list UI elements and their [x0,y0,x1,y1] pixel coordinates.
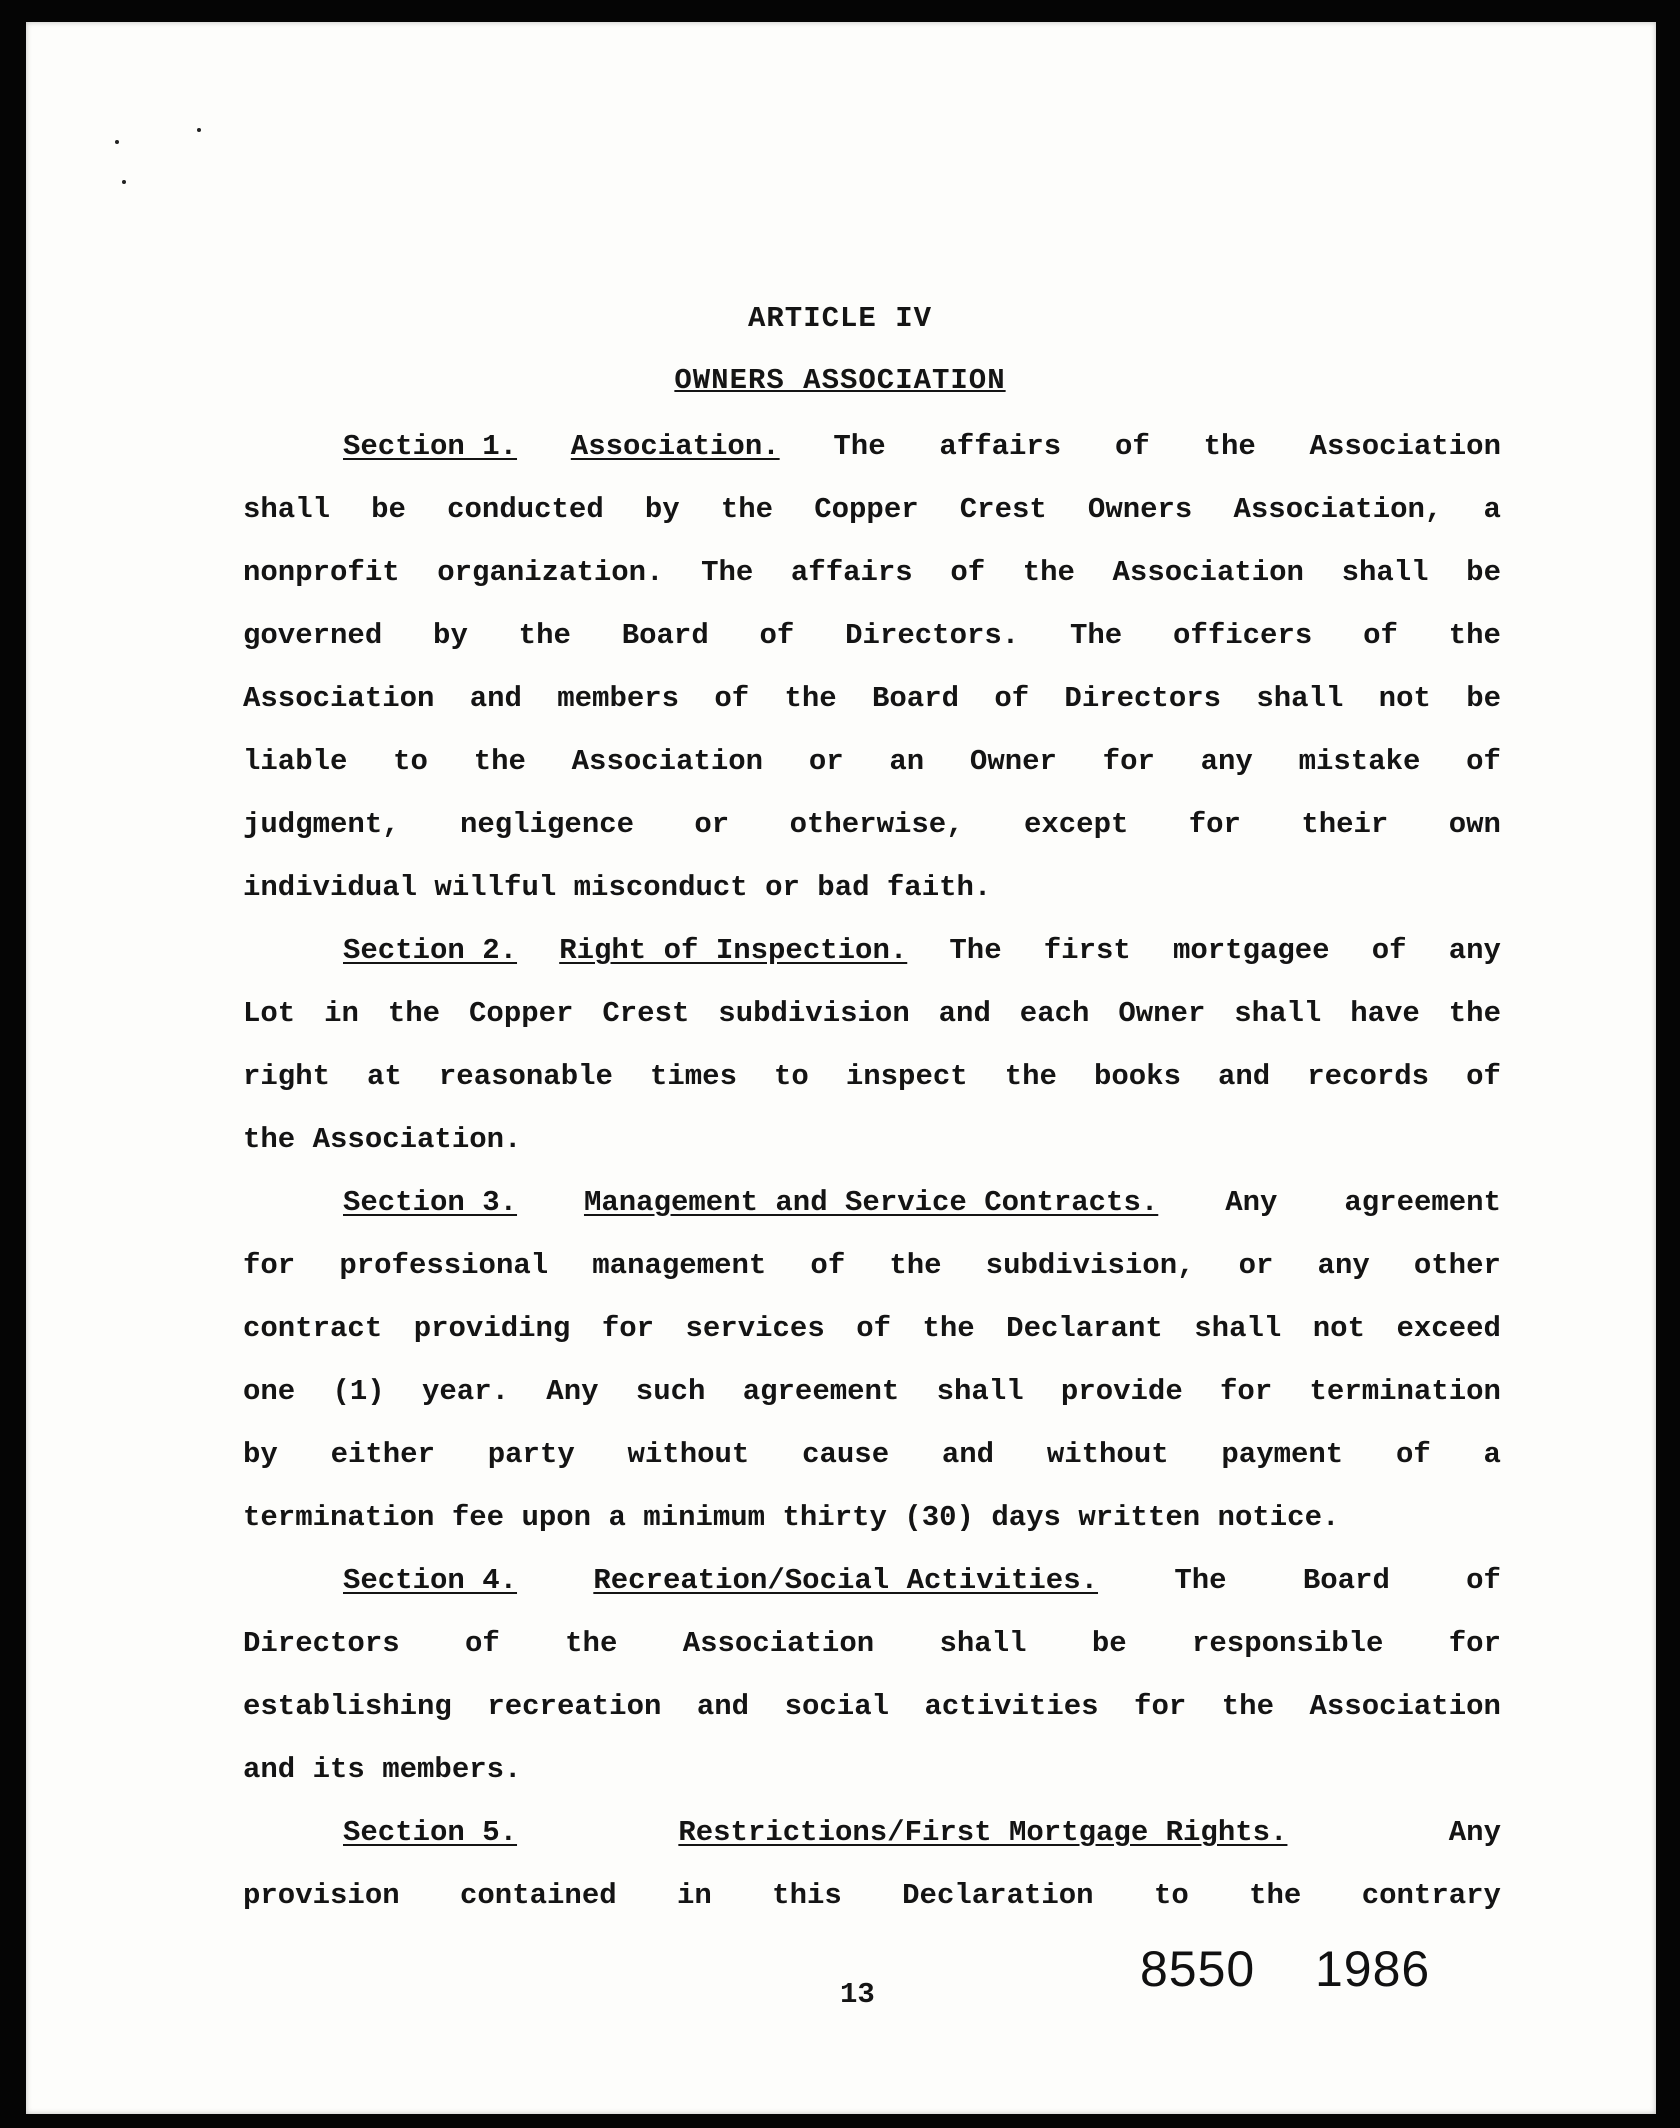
word: management [592,1249,767,1282]
word: liable [243,745,348,778]
word: subdivision, [985,1249,1195,1282]
word: of [994,682,1030,715]
stamp-number-left: 8550 [1140,1941,1256,1997]
word: shall [1256,682,1344,715]
scan-speck [122,180,126,184]
word: payment [1221,1438,1344,1471]
word: own [1448,808,1501,841]
word: Crest [602,997,690,1030]
word: Directors. [845,619,1020,652]
word: party [487,1438,575,1471]
word: Board [621,619,709,652]
word: to [393,745,428,778]
section-3-text-line [243,1312,1501,1352]
word: the [473,745,526,778]
word: of [1395,1438,1431,1471]
word: governed [243,619,383,652]
word: The [949,934,1002,967]
word: by [644,493,680,526]
word: Association [243,682,435,715]
word: any [1448,934,1501,967]
section-2-heading-line [243,934,1501,974]
section-2-text-line [243,1060,1501,1100]
word: for [601,1312,655,1345]
word: judgment, [243,808,400,841]
word: any [1200,745,1253,778]
section-1-text-line [243,493,1501,533]
word: mortgagee [1172,934,1330,967]
word: professional [339,1249,549,1282]
word: of [950,556,986,589]
scan-speck [197,128,201,132]
word: social [784,1690,890,1723]
word: be [1466,556,1501,589]
word: and [941,1438,995,1471]
word: contrary [1361,1879,1501,1912]
section-1-text-line [243,556,1501,596]
word: the [387,997,441,1030]
word: affairs [939,430,1062,463]
scan-speck [115,140,119,144]
word: provision [243,1879,400,1912]
word: Association [1309,1690,1501,1723]
word: of [1466,1060,1501,1093]
section-1-heading-line [243,430,1501,470]
word: to [774,1060,809,1093]
section-3-text-line [243,1501,1501,1541]
word: services [685,1312,825,1345]
word: The [1070,619,1123,652]
section-3-text-line [243,1375,1501,1415]
word: the [922,1312,975,1345]
section-4-heading: Recreation/Social Activities. [593,1564,1099,1597]
word: Owners [1087,493,1193,526]
word: of [759,619,795,652]
word: establishing [243,1690,452,1723]
word: without [627,1438,750,1471]
word: exceed [1396,1312,1501,1345]
word: termination [1309,1375,1501,1408]
word: of [1466,745,1501,778]
word: officers [1173,619,1313,652]
section-2-text-line [243,1123,1501,1163]
word: Owner [1118,997,1206,1030]
word: shall [1194,1312,1282,1345]
word: Directors [1064,682,1222,715]
section-2-text-line [243,997,1501,1037]
word: a [1483,1438,1501,1471]
word: a [1483,493,1501,526]
word: the [1249,1879,1302,1912]
word: be [371,493,406,526]
word: the [518,619,571,652]
word: for [243,1249,296,1282]
word: shall [243,493,331,526]
section-4-text-line [243,1753,1501,1793]
section-3-heading: Management and Service Contracts. [583,1186,1159,1219]
word: (1) [332,1375,385,1408]
word: Association [571,745,764,778]
page-number: 13 [840,1978,875,2011]
section-2-label: Section 2. [343,934,518,967]
word: agreement [742,1375,900,1408]
word: their [1301,808,1389,841]
word: for [1448,1627,1501,1660]
word: any [1317,1249,1370,1282]
word: shall [936,1375,1024,1408]
word: of [464,1627,500,1660]
word: Association [682,1627,875,1660]
word: Owner [969,745,1057,778]
word: and [696,1690,750,1723]
section-1-text-line [243,619,1501,659]
word: the [1448,997,1501,1030]
word: Crest [959,493,1047,526]
word: without [1046,1438,1169,1471]
word: the [1022,556,1075,589]
word: the [1004,1060,1057,1093]
section-3-text-line [243,1249,1501,1289]
word: Copper [814,493,919,526]
word: negligence [460,808,635,841]
word: or [1238,1249,1274,1282]
word: in [677,1879,712,1912]
word: or [808,745,844,778]
word: organization. [437,556,664,589]
word: inspect [845,1060,968,1093]
article-subtitle: OWNERS ASSOCIATION [674,364,1006,397]
word: activities [924,1690,1099,1723]
word: and [469,682,522,715]
word: this [772,1879,842,1912]
section-3-heading-line [243,1186,1501,1226]
word: year. [422,1375,510,1408]
word: times [649,1060,737,1093]
word: providing [413,1312,571,1345]
word: mistake [1298,745,1421,778]
word: Association, [1233,493,1443,526]
word: Association [1112,556,1304,589]
word: be [1466,682,1501,715]
section-4-label: Section 4. [343,1564,518,1597]
word: Association [1309,430,1501,463]
word: an [889,745,925,778]
word: conducted [447,493,604,526]
word: first [1043,934,1131,967]
section-1-label: Section 1. [343,430,518,463]
section-1-text-line [243,682,1501,722]
word: The [701,556,754,589]
word: Lot [243,997,296,1030]
word: for [1102,745,1155,778]
word: other [1413,1249,1501,1282]
word: to [1153,1879,1189,1912]
section-5-heading: Restrictions/First Mortgage Rights. [678,1816,1288,1849]
stamp-number-right: 1986 [1315,1941,1431,1997]
word: the [1203,430,1256,463]
word: cause [802,1438,890,1471]
word: the [1221,1690,1274,1723]
word: of [810,1249,846,1282]
word: shall [1341,556,1429,589]
word: Any [1448,1816,1501,1849]
word: and [1218,1060,1271,1093]
section-1-text-line [243,745,1501,785]
word: of [1371,934,1407,967]
word: not [1312,1312,1365,1345]
text: and its members. [243,1753,522,1786]
section-3-label: Section 3. [343,1186,518,1219]
word: contained [460,1879,617,1912]
word: affairs [790,556,913,589]
section-4-heading-line [243,1564,1501,1604]
text: individual willful misconduct or bad faith. [243,871,992,904]
word: books [1093,1060,1181,1093]
word: right [243,1060,331,1093]
word: Declarant [1006,1312,1163,1345]
word: Directors [243,1627,400,1660]
section-5-heading-line [243,1816,1501,1856]
word: the [1448,619,1501,652]
word: shall [1234,997,1322,1030]
word: Copper [469,997,574,1030]
word: by [243,1438,278,1471]
word: The [833,430,886,463]
word: shall [939,1627,1027,1660]
word: such [635,1375,706,1408]
section-4-text-line [243,1627,1501,1667]
section-1-heading: Association. [570,430,780,463]
section-5-text-line [243,1879,1501,1919]
word: either [330,1438,435,1471]
word: for [1188,808,1241,841]
word: or [694,808,730,841]
section-3-text-line [243,1438,1501,1478]
word: and [938,997,991,1030]
word: subdivision [718,997,910,1030]
word: the [784,682,837,715]
word: one [243,1375,296,1408]
article-title: ARTICLE IV [747,302,933,335]
text: the Association. [243,1123,522,1156]
word: at [367,1060,402,1093]
word: the [720,493,774,526]
word: for [1134,1690,1187,1723]
word: by [433,619,468,652]
word: the [565,1627,618,1660]
word: of [1466,1564,1501,1597]
word: not [1378,682,1431,715]
word: agreement [1344,1186,1501,1219]
word: members [557,682,680,715]
word: have [1350,997,1420,1030]
word: reasonable [438,1060,613,1093]
word: Declaration [902,1879,1094,1912]
word: the [889,1249,942,1282]
section-1-text-line [243,808,1501,848]
word: responsible [1192,1627,1384,1660]
word: Any [546,1375,599,1408]
word: Board [1302,1564,1390,1597]
word: contract [243,1312,383,1345]
section-5-label: Section 5. [343,1816,518,1849]
word: Board [872,682,960,715]
word: otherwise, [789,808,964,841]
word: except [1023,808,1129,841]
word: recreation [487,1690,662,1723]
word: for [1220,1375,1273,1408]
word: Any [1225,1186,1278,1219]
word: in [324,997,359,1030]
word: of [1363,619,1398,652]
word: of [714,682,750,715]
word: provide [1060,1375,1183,1408]
word: each [1019,997,1090,1030]
word: be [1091,1627,1127,1660]
section-1-text-line [243,871,1501,911]
word: records [1307,1060,1430,1093]
word: of [856,1312,892,1345]
section-4-text-line [243,1690,1501,1730]
text: termination fee upon a minimum thirty (30) days written notice. [243,1501,1340,1534]
section-2-heading: Right of Inspection. [559,934,908,967]
word: of [1114,430,1150,463]
word: nonprofit [243,556,400,589]
word: The [1174,1564,1227,1597]
